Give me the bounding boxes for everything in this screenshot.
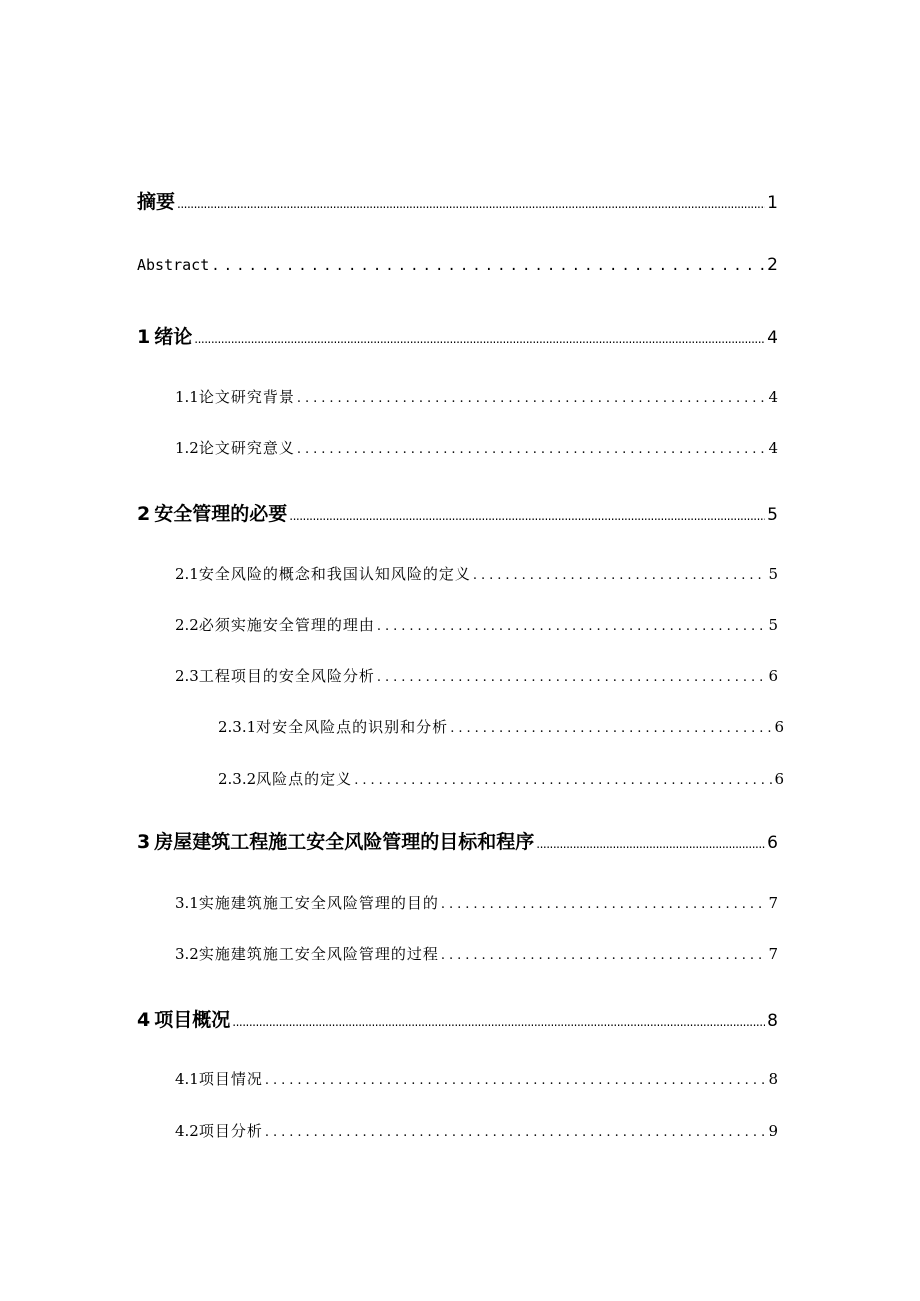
toc-entry-title: 论文研究背景 <box>198 388 295 406</box>
toc-leader-dots <box>194 324 765 354</box>
toc-entry-section-4-2[interactable] <box>175 1118 778 1144</box>
toc-leader-dots <box>177 189 765 219</box>
toc-leader-dots <box>211 251 765 281</box>
toc-entry-title: 安全管理的必要 <box>154 503 288 525</box>
toc-entry-title: 必须实施安全管理的理由 <box>198 616 375 634</box>
toc-entry-section-3-1[interactable] <box>175 890 778 916</box>
toc-entry-title: 项目分析 <box>198 1122 263 1140</box>
toc-entry-title: 实施建筑施工安全风险管理的目的 <box>198 894 439 912</box>
toc-entry-abstract-en[interactable] <box>137 250 778 280</box>
toc-entry-number: 4.2 <box>175 1122 199 1140</box>
toc-page-number: 5 <box>767 505 778 525</box>
toc-leader-dots <box>354 768 772 794</box>
toc-entry-section-2-1[interactable] <box>175 561 778 587</box>
toc-entry-number: 4 <box>137 1009 151 1031</box>
toc-leader-dots <box>473 563 767 589</box>
toc-entry-number: 4.1 <box>175 1070 199 1088</box>
toc-entry-title: 工程项目的安全风险分析 <box>198 667 375 685</box>
toc-page-number: 8 <box>768 1070 778 1088</box>
toc-entry-number: 3.1 <box>175 894 199 912</box>
toc-page-number: 9 <box>768 1122 778 1140</box>
toc-entry-chapter-2[interactable] <box>137 499 778 529</box>
toc-leader-dots <box>441 892 767 918</box>
toc-entry-title: 实施建筑施工安全风险管理的过程 <box>198 945 439 963</box>
toc-leader-dots <box>265 1120 767 1146</box>
toc-leader-dots <box>377 665 767 691</box>
toc-entry-chapter-3[interactable] <box>137 827 778 857</box>
toc-entry-number: 2.3.1 <box>218 718 257 736</box>
toc-entry-abstract-cn[interactable] <box>137 187 778 217</box>
toc-entry-section-2-3[interactable] <box>175 663 778 689</box>
toc-entry-number: 2.3 <box>175 667 199 685</box>
toc-page-number: 5 <box>768 616 778 634</box>
toc-entry-title: 项目概况 <box>154 1009 231 1031</box>
toc-entry-chapter-4[interactable] <box>137 1005 778 1035</box>
toc-entry-section-1-1[interactable] <box>175 384 778 410</box>
toc-entry-title: 绪论 <box>154 326 193 348</box>
toc-entry-title: 房屋建筑工程施工安全风险管理的目标和程序 <box>154 831 535 853</box>
toc-entry-chapter-1[interactable] <box>137 322 778 352</box>
toc-leader-dots <box>536 829 765 859</box>
toc-page-number: 5 <box>768 565 778 583</box>
toc-entry-title: Abstract <box>137 256 210 274</box>
toc-page-number: 2 <box>767 255 778 275</box>
toc-leader-dots <box>232 1007 765 1037</box>
toc-leader-dots <box>297 437 767 463</box>
toc-entry-number: 3.2 <box>175 945 199 963</box>
toc-entry-number: 2.3.2 <box>218 770 257 788</box>
toc-page-number: 4 <box>768 388 778 406</box>
toc-entry-title: 论文研究意义 <box>198 439 295 457</box>
toc-entry-title: 对安全风险点的识别和分析 <box>256 718 449 736</box>
toc-entry-section-2-3-2[interactable] <box>218 766 784 792</box>
toc-leader-dots <box>297 386 767 412</box>
toc-page-number: 7 <box>768 894 778 912</box>
toc-page-number: 6 <box>774 770 784 788</box>
toc-leader-dots <box>289 501 765 531</box>
toc-page-number: 7 <box>768 945 778 963</box>
toc-page-number: 6 <box>767 833 778 853</box>
toc-entry-number: 2.1 <box>175 565 199 583</box>
toc-entry-title: 项目情况 <box>198 1070 263 1088</box>
toc-entry-number: 3 <box>137 831 151 853</box>
toc-page-number: 8 <box>767 1011 778 1031</box>
toc-entry-title: 风险点的定义 <box>256 770 353 788</box>
toc-entry-number: 2 <box>137 503 151 525</box>
toc-leader-dots <box>450 716 772 742</box>
toc-entry-number: 1.2 <box>175 439 199 457</box>
toc-page-number: 4 <box>768 439 778 457</box>
toc-entry-section-2-2[interactable] <box>175 612 778 638</box>
toc-entry-section-2-3-1[interactable] <box>218 714 784 740</box>
toc-entry-section-4-1[interactable] <box>175 1066 778 1092</box>
toc-page-number: 6 <box>768 667 778 685</box>
toc-entry-number: 2.2 <box>175 616 199 634</box>
toc-leader-dots <box>441 943 767 969</box>
toc-entry-number: 1.1 <box>175 388 199 406</box>
toc-leader-dots <box>265 1068 767 1094</box>
toc-entry-section-1-2[interactable] <box>175 435 778 461</box>
toc-entry-section-3-2[interactable] <box>175 941 778 967</box>
toc-leader-dots <box>377 614 767 640</box>
toc-entry-title: 安全风险的概念和我国认知风险的定义 <box>198 565 471 583</box>
toc-page-number: 1 <box>767 193 778 213</box>
toc-entry-title: 摘要 <box>137 191 176 213</box>
toc-entry-number: 1 <box>137 326 151 348</box>
toc-page-number: 4 <box>767 328 778 348</box>
toc-page-number: 6 <box>774 718 784 736</box>
